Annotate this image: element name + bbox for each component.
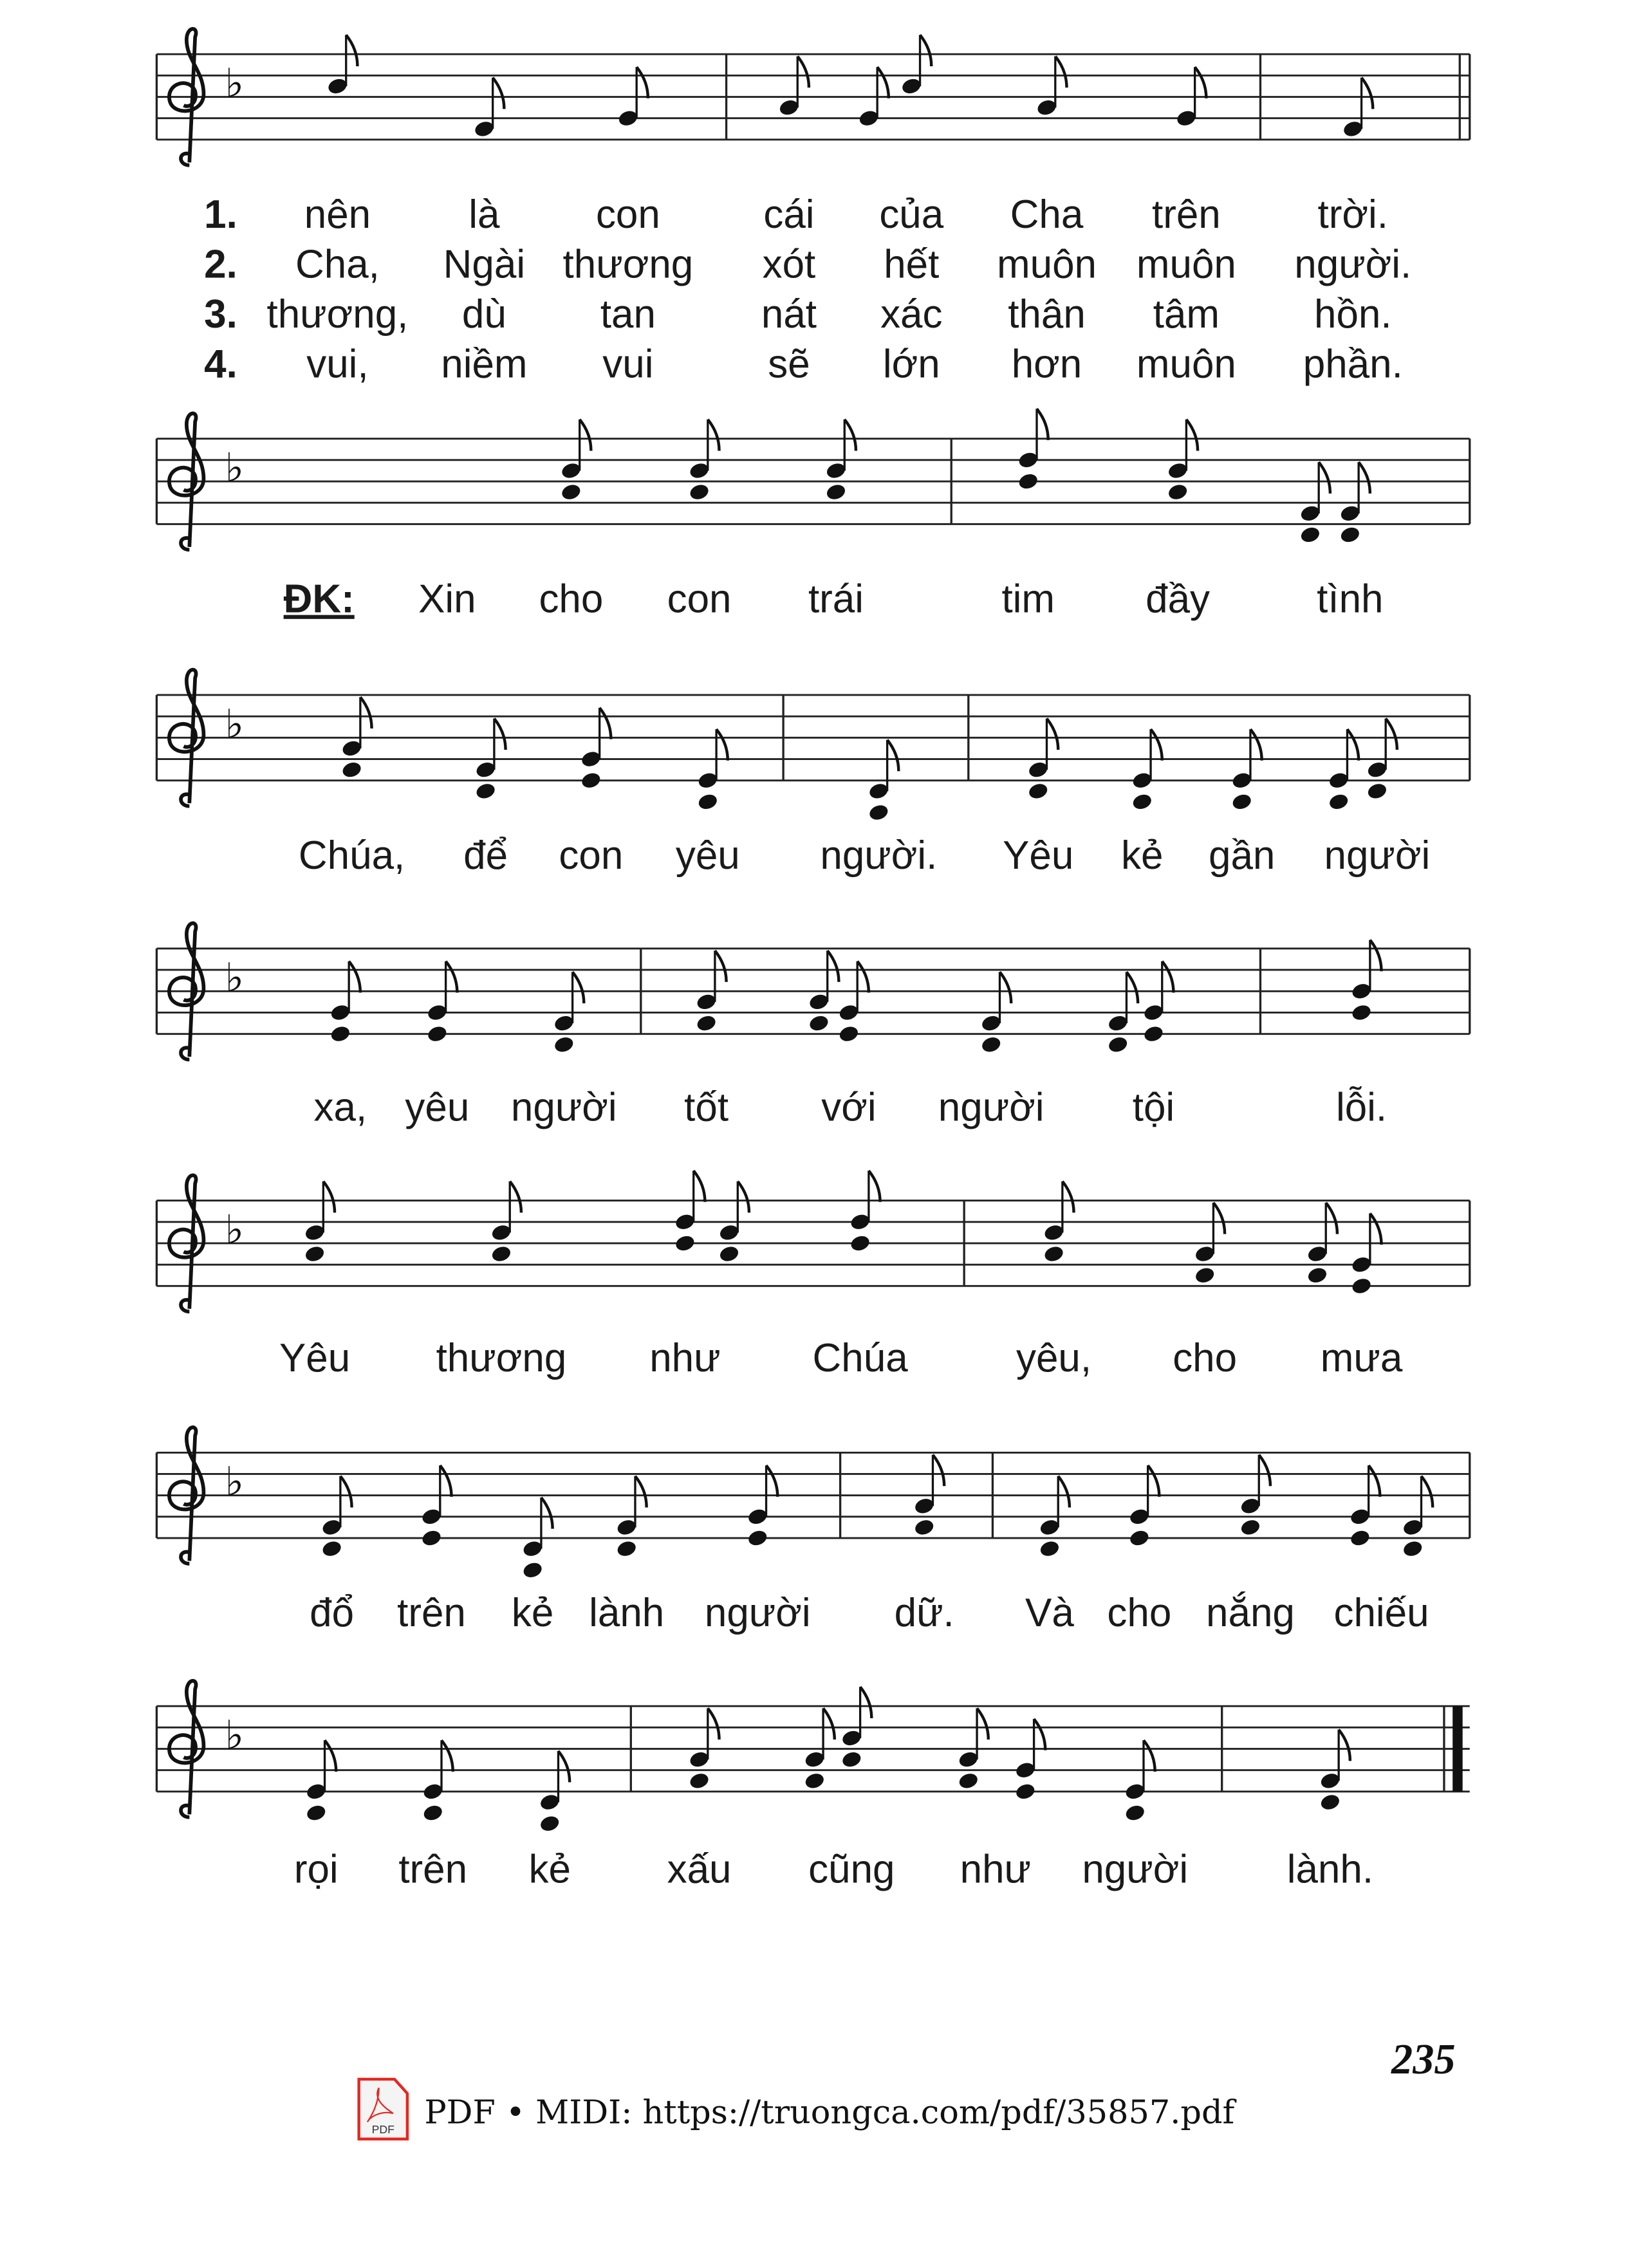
note [1328,729,1359,811]
staff-system [156,670,1469,822]
lyric-word: của [879,192,944,237]
note [1350,1213,1381,1295]
note [1342,78,1373,139]
lyric-word: cũng [808,1847,895,1892]
staff-system [156,29,1469,165]
lyric-word: lành. [1286,1847,1374,1892]
lyric-word: dữ. [894,1591,954,1636]
lyric-word: yêu, [1016,1336,1092,1381]
lyric-word: vui [602,342,654,387]
lyric-word: yêu [675,833,740,878]
lyric-word: trời. [1317,192,1389,237]
lyric-word: phần. [1303,342,1403,387]
lyric-word: người [704,1591,811,1636]
lyric-word: như [960,1847,1032,1892]
lyric-word: tâm [1153,292,1220,337]
lyric-word: người [938,1085,1044,1130]
lyric-word: đổ [310,1591,355,1636]
note [838,961,869,1044]
flat-key-signature-icon: ♭ [225,700,244,748]
lyric-word: dù [461,292,506,337]
note [473,78,504,139]
note [849,1171,880,1253]
lyric-word: Yêu [279,1336,351,1381]
lyric-word: xấu [667,1847,732,1892]
lyric-word: tim [1001,577,1055,622]
lyric-word: là [469,192,500,237]
lyric-word: cái [763,192,815,237]
refrain-label: ĐK: [283,577,355,622]
lyric-word: vui, [306,342,369,387]
lyric-word: Yêu [1003,833,1074,878]
note [422,1740,453,1822]
lyric-word: người [1082,1847,1189,1892]
lyric-word: Xin [418,577,476,622]
lyric-word: thương [562,242,694,287]
lyric-word: con [667,577,732,622]
lyric-word: Ngài [443,242,526,287]
note [329,961,360,1044]
note [305,1740,336,1822]
lyric-word: rọi [293,1847,339,1892]
note [1128,1465,1159,1548]
lyric-word: người [1324,833,1431,878]
note [326,35,357,96]
flat-key-signature-icon: ♭ [225,444,244,492]
lyric-word: con [595,192,660,237]
staff-system [156,1681,1469,1833]
lyric-word: xa, [313,1085,367,1130]
lyric-word: kẻ [511,1591,554,1636]
lyric-word: yêu [405,1085,470,1130]
note [1014,1719,1045,1801]
lyric-word: như [649,1336,721,1381]
lyric-word: để [463,833,508,878]
note [1231,729,1262,811]
lyric-word: Cha, [295,242,380,287]
pdf-file-icon[interactable] [359,2079,407,2139]
staff-system [156,1427,1469,1580]
footer-link[interactable]: PDF • MIDI: https://truongca.com/pdf/35857.pdf [424,2093,1235,2132]
lyric-word: gần [1208,833,1276,878]
lyric-word: tình [1317,577,1384,622]
note [1131,729,1162,811]
verse-number: 4. [204,342,237,387]
flat-key-signature-icon: ♭ [225,59,244,107]
note [1142,961,1173,1044]
note [420,1465,451,1548]
lyric-word: kẻ [528,1847,571,1892]
lyric-word: đầy [1146,577,1211,622]
lyric-word: muôn [997,242,1097,287]
note [1350,940,1381,1023]
lyric-word: niềm [441,342,528,387]
note [580,708,611,790]
note [778,56,809,117]
note [747,1465,777,1548]
lyric-word: cho [1173,1336,1238,1381]
lyric-word: xác [880,292,943,337]
note [426,961,457,1044]
note [1035,56,1066,117]
staff-system [156,409,1469,550]
lyric-word: cho [539,577,604,622]
lyric-word: với [821,1085,877,1130]
flat-key-signature-icon: ♭ [225,954,244,1001]
lyric-word: xót [762,242,816,287]
lyric-word: Chúa, [298,833,405,878]
verse-number: 3. [204,292,237,337]
verse-number: 1. [204,192,237,237]
staff-system [156,1171,1469,1312]
lyric-word: Và [1025,1591,1074,1636]
final-barline [1452,1706,1462,1792]
lyric-word: mưa [1320,1336,1403,1381]
lyric-word: nên [304,192,371,237]
lyric-word: nắng [1206,1591,1295,1636]
lyric-word: Cha [1010,192,1084,237]
lyrics [204,192,1430,1891]
note [1017,409,1048,491]
lyric-word: lỗi. [1335,1085,1387,1130]
lyric-word: hơn [1011,342,1082,387]
lyric-word: con [559,833,624,878]
note [900,35,931,96]
lyric-word: kẻ [1121,833,1164,878]
lyric-word: trên [398,1847,468,1892]
note [697,729,728,811]
lyric-word: trên [1151,192,1221,237]
lyric-word: thân [1008,292,1086,337]
lyric-word: muôn [1136,342,1236,387]
pdf-icon-label: PDF [371,2123,394,2137]
lyric-word: thương [436,1336,567,1381]
note [1124,1740,1155,1822]
lyric-word: cho [1107,1591,1172,1636]
lyric-word: nát [761,292,817,337]
note [674,1171,705,1253]
flat-key-signature-icon: ♭ [225,1205,244,1253]
lyric-word: tốt [684,1085,729,1130]
flat-key-signature-icon: ♭ [225,1711,244,1759]
lyric-word: Chúa [812,1336,908,1381]
lyric-word: lành [589,1591,665,1636]
lyric-word: tan [600,292,656,337]
lyric-word: hết [884,242,940,287]
lyric-word: trái [808,577,864,622]
lyric-word: lớn [882,342,940,387]
lyric-word: người. [1294,242,1412,287]
staff-system [156,923,1469,1060]
lyric-word: muôn [1136,242,1236,287]
flat-key-signature-icon: ♭ [225,1458,244,1505]
lyric-word: thương, [266,292,409,337]
lyric-word: sẽ [768,342,810,387]
lyric-word: hồn. [1313,292,1392,337]
lyric-word: người [510,1085,617,1130]
verse-number: 2. [204,242,237,287]
lyric-word: tội [1132,1085,1175,1130]
note [1349,1465,1380,1548]
page-number: 235 [1391,2036,1456,2084]
lyric-word: trên [397,1591,466,1636]
lyric-word: người. [820,833,938,878]
lyric-word: chiếu [1333,1591,1429,1636]
